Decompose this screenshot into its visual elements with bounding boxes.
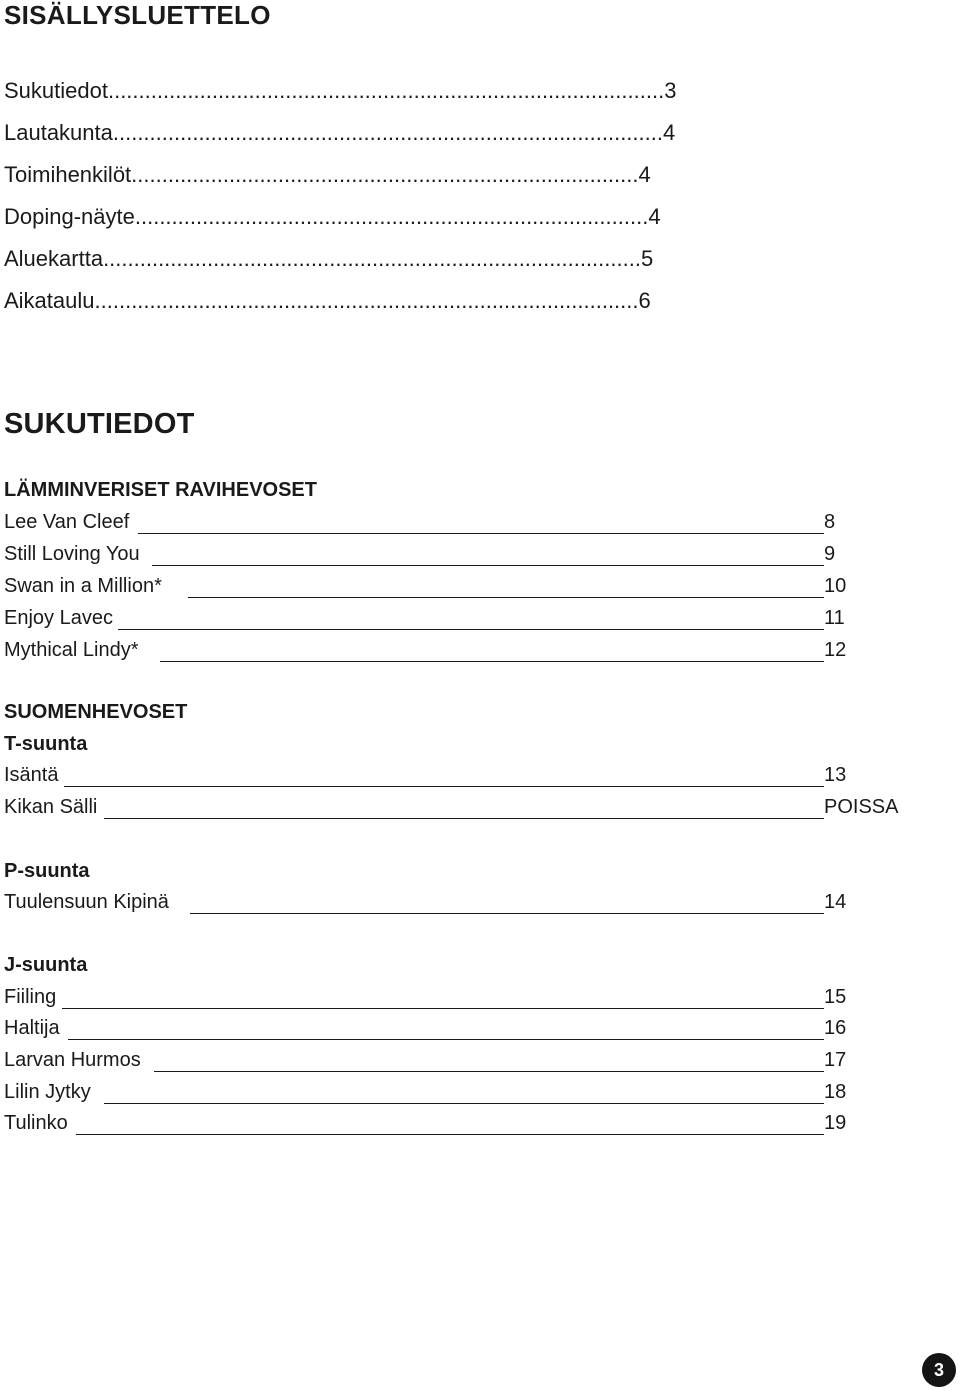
warmblood-heading: LÄMMINVERISET RAVIHEVOSET — [4, 479, 317, 501]
leader-line — [104, 818, 824, 819]
horse-name: Haltija — [4, 1017, 60, 1039]
toc-entry-label: Doping-näyte — [4, 204, 135, 229]
toc-entry-dots: ......................................................................................... — [94, 288, 639, 313]
horse-name: Lee Van Cleef — [4, 511, 130, 533]
toc-entry — [4, 162, 651, 188]
horse-name: Enjoy Lavec — [4, 607, 113, 629]
toc-entry-page: 3 — [664, 78, 677, 103]
toc-entry-label: Toimihenkilöt — [4, 162, 132, 187]
leader-line — [138, 533, 824, 534]
horse-page: 18 — [824, 1081, 847, 1103]
toc-entry-label: Lautakunta — [4, 120, 113, 145]
horse-name: Larvan Hurmos — [4, 1049, 141, 1071]
leader-line — [160, 661, 824, 662]
horse-name: Kikan Sälli — [4, 796, 98, 818]
horse-page: 9 — [824, 543, 836, 565]
leader-line — [68, 1039, 824, 1040]
toc-entry-dots: .......................................................................................... — [112, 120, 663, 145]
horse-page: 13 — [824, 764, 847, 786]
horse-name: Mythical Lindy* — [4, 639, 139, 661]
toc-title: SISÄLLYSLUETTELO — [4, 0, 271, 30]
leader-line — [118, 629, 824, 630]
horse-page: POISSA — [824, 796, 899, 818]
leader-line — [64, 786, 824, 787]
j-direction-heading: J-suunta — [4, 954, 88, 976]
t-direction-heading: T-suunta — [4, 733, 88, 755]
horse-page: 14 — [824, 891, 847, 913]
horse-name: Tulinko — [4, 1112, 68, 1134]
toc-entry-dots: ................................................................................... — [131, 162, 639, 187]
leader-line — [190, 913, 824, 914]
horse-page: 12 — [824, 639, 847, 661]
leader-line — [154, 1071, 824, 1072]
leader-line — [104, 1103, 824, 1104]
p-direction-heading: P-suunta — [4, 860, 90, 882]
toc-entry-page: 4 — [648, 204, 661, 229]
toc-entry-label: Aluekartta — [4, 246, 104, 271]
leader-line — [152, 565, 824, 566]
horse-name: Fiiling — [4, 986, 57, 1008]
leader-line — [76, 1134, 824, 1135]
toc-entry-dots: ........................................................................................ — [103, 246, 641, 271]
leader-line — [188, 597, 824, 598]
horse-page: 10 — [824, 575, 847, 597]
toc-entry — [4, 204, 661, 230]
toc-entry-page: 4 — [662, 120, 676, 145]
toc-entry-page: 6 — [638, 288, 651, 313]
horse-name: Swan in a Million* — [4, 575, 162, 597]
horse-name: Still Loving You — [4, 543, 140, 565]
horse-page: 17 — [824, 1049, 847, 1071]
toc-entry-page: 4 — [638, 162, 651, 187]
finnhorse-heading: SUOMENHEVOSET — [4, 701, 188, 723]
horse-page: 15 — [824, 986, 847, 1008]
leader-line — [62, 1008, 824, 1009]
toc-entry-label: Sukutiedot — [4, 78, 108, 103]
horse-name: Tuulensuun Kipinä — [4, 891, 169, 913]
horse-page: 16 — [824, 1017, 847, 1039]
page-number-badge: 3 — [922, 1353, 956, 1387]
section-title: SUKUTIEDOT — [4, 408, 195, 440]
horse-name: Lilin Jytky — [4, 1081, 91, 1103]
toc-entry — [4, 288, 651, 314]
toc-entry — [4, 78, 676, 104]
toc-entry — [4, 120, 675, 146]
toc-entry — [4, 246, 653, 272]
horse-page: 8 — [824, 511, 836, 533]
toc-entry-dots: .................................................................................... — [134, 204, 649, 229]
horse-page: 19 — [824, 1112, 847, 1134]
horse-name: Isäntä — [4, 764, 59, 786]
toc-entry-page: 5 — [640, 246, 654, 271]
toc-entry-dots: ........................................................................................... — [107, 78, 665, 103]
toc-entry-label: Aikataulu — [4, 288, 95, 313]
horse-page: 11 — [824, 607, 845, 629]
